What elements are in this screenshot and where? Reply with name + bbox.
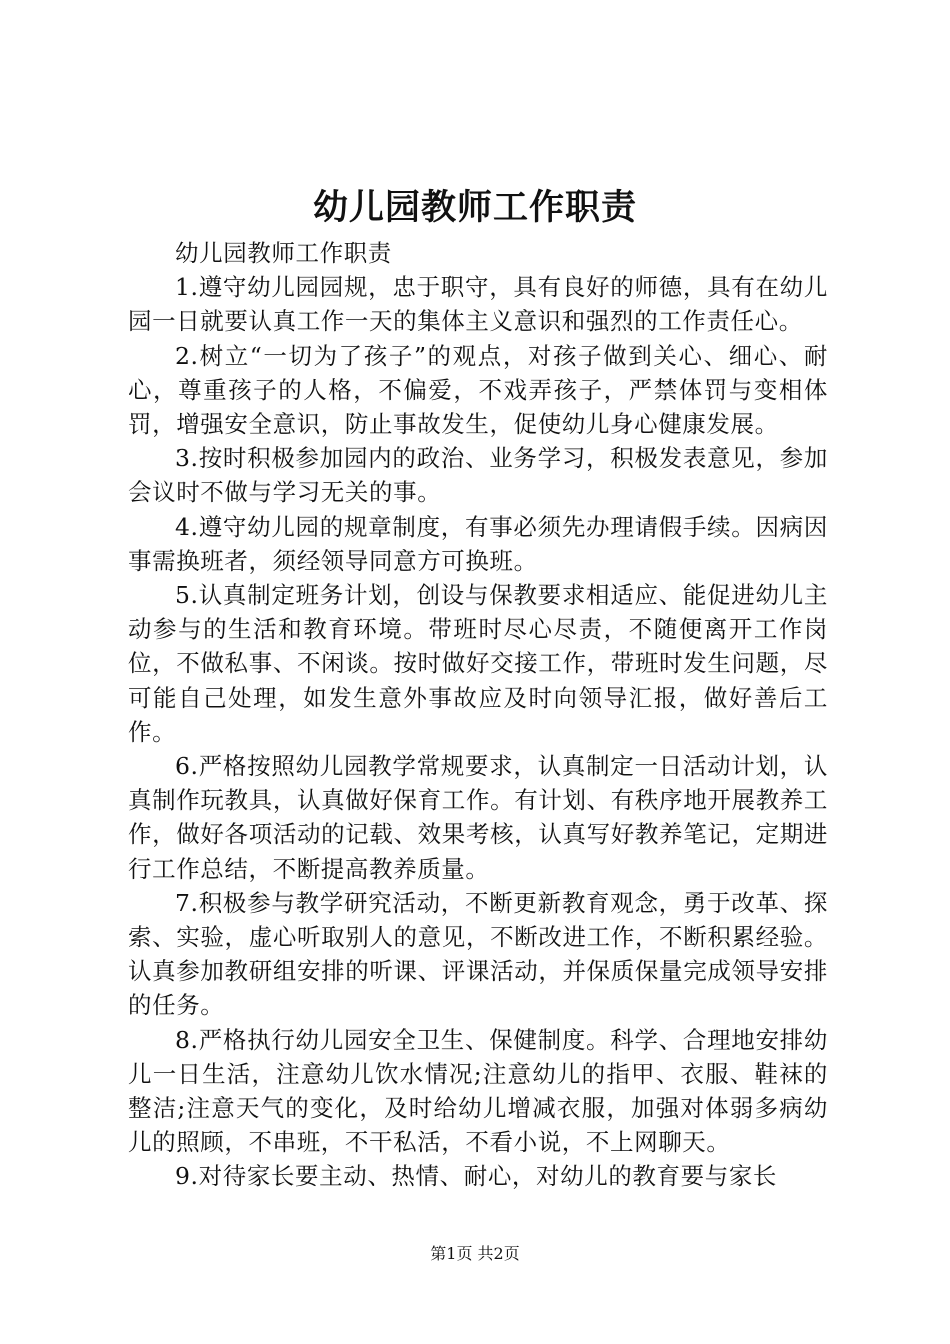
body-paragraph: 2.树立“一切为了孩子”的观点，对孩子做到关心、细心、耐心，尊重孩子的人格，不偏爱，不戏弄孩子，严禁体罚与变相体罚，增强安全意识，防止事故发生，促使幼儿身心健康发展。 — [128, 341, 828, 439]
body-paragraph: 9.对待家长要主动、热情、耐心，对幼儿的教育要与家长 — [175, 1162, 778, 1191]
body-paragraph: 4.遵守幼儿园的规章制度，有事必须先办理请假手续。因病因事需换班者，须经领导同意方可换班。 — [128, 512, 828, 575]
body-paragraph: 3.按时积极参加园内的政治、业务学习，积极发表意见，参加会议时不做与学习无关的事。 — [128, 444, 828, 507]
body-paragraph: 幼儿园教师工作职责 — [175, 239, 392, 267]
body-paragraph: 6.严格按照幼儿园教学常规要求，认真制定一日活动计划，认真制作玩教具，认真做好保育工作。有计划、有秩序地开展教养工作，做好各项活动的记载、效果考核，认真写好教养笔记，定期进行工作总结，不断提高教养质量。 — [128, 752, 828, 883]
document-title: 幼儿园教师工作职责 — [312, 187, 637, 228]
body-paragraph: 1.遵守幼儿园园规，忠于职守，具有良好的师德，具有在幼儿园一日就要认真工作一天的集体主义意识和强烈的工作责任心。 — [128, 273, 828, 336]
body-paragraph: 8.严格执行幼儿园安全卫生、保健制度。科学、合理地安排幼儿一日生活，注意幼儿饮水情况;注意幼儿的指甲、衣服、鞋袜的整洁;注意天气的变化，及时给幼儿增减衣服，加强对体弱多病幼儿的照顾，不串班，不干私活，不看小说，不上网聊天。 — [128, 1025, 828, 1157]
page-number-footer: 第1页 共2页 — [430, 1244, 520, 1263]
document-body — [128, 236, 828, 1194]
body-paragraph: 5.认真制定班务计划，创设与保教要求相适应、能促进幼儿主动参与的生活和教育环境。带班时尽心尽责，不随便离开工作岗位，不做私事、不闲谈。按时做好交接工作，带班时发生问题，尽可能自己处理，如发生意外事故应及时向领导汇报，做好善后工作。 — [128, 581, 828, 746]
body-paragraph: 7.积极参与教学研究活动，不断更新教育观念，勇于改革、探索、实验，虚心听取别人的意见，不断改进工作，不断积累经验。认真参加教研组安排的听课、评课活动，并保质保量完成领导安排的任务。 — [128, 888, 828, 1020]
